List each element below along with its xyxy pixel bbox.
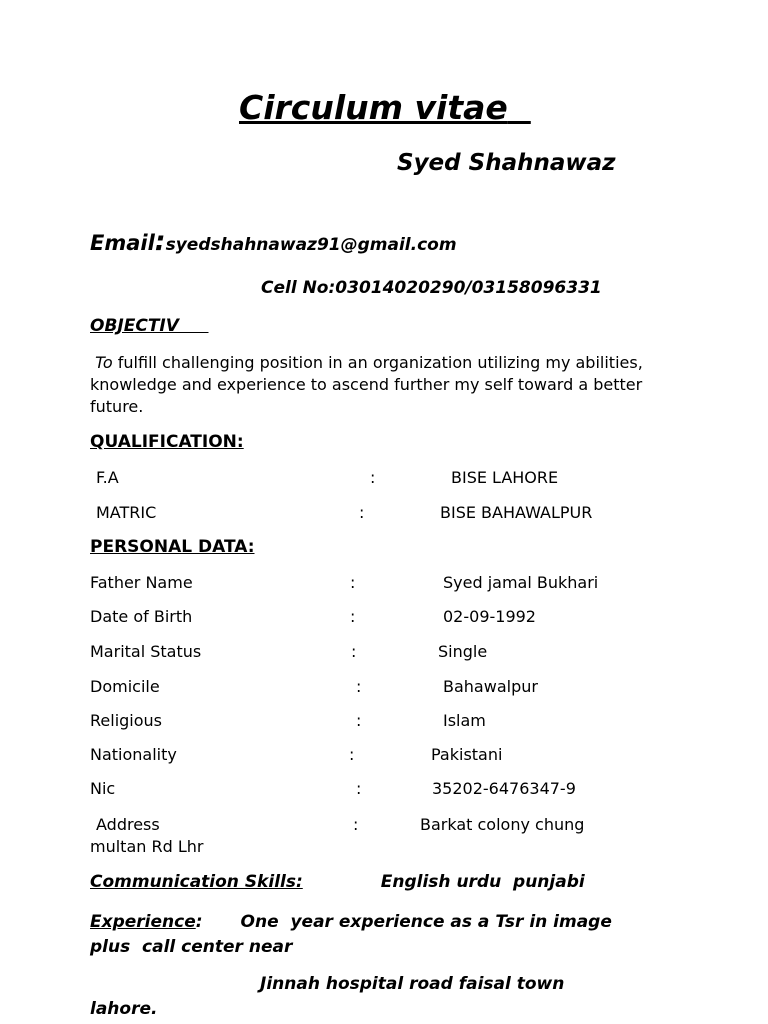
personal-value: Bahawalpur bbox=[443, 677, 538, 696]
personal-value: Single bbox=[438, 642, 488, 661]
personal-colon: : bbox=[356, 677, 362, 696]
communication-value: English urdu punjabi bbox=[380, 872, 585, 892]
experience-label: Experience bbox=[90, 912, 196, 932]
experience-continued bbox=[90, 972, 564, 1022]
email-line bbox=[90, 226, 457, 257]
title-text: Circulum vitae bbox=[239, 88, 508, 127]
personal-label: Father Name bbox=[90, 573, 193, 592]
personal-value: 02-09-1992 bbox=[443, 607, 536, 626]
qualification-heading: QUALIFICATION: bbox=[90, 432, 244, 452]
personal-label: Religious bbox=[90, 711, 162, 730]
personal-colon: : bbox=[356, 779, 362, 798]
experience-block bbox=[90, 910, 612, 960]
communication-skills bbox=[90, 872, 585, 892]
email-value: syedshahnawaz91@gmail.com bbox=[165, 235, 457, 255]
personal-colon: : bbox=[353, 815, 359, 834]
candidate-name: Syed Shahnawaz bbox=[397, 150, 616, 176]
personal-value: Syed jamal Bukhari bbox=[443, 573, 599, 592]
experience-text-line1: One year experience as a Tsr in image bbox=[240, 912, 612, 932]
qualification-colon: : bbox=[370, 468, 376, 487]
personal-colon: : bbox=[356, 711, 362, 730]
personal-colon: : bbox=[350, 607, 356, 626]
qualification-colon: : bbox=[359, 503, 365, 522]
personal-colon: : bbox=[351, 642, 357, 661]
title-underline-trail bbox=[508, 88, 531, 127]
personal-label: Address bbox=[96, 815, 160, 834]
communication-label: Communication Skills: bbox=[90, 872, 303, 892]
personal-colon: : bbox=[349, 745, 355, 764]
qualification-value: BISE LAHORE bbox=[451, 468, 559, 487]
personal-label: Nationality bbox=[90, 745, 177, 764]
personal-data-heading: PERSONAL DATA: bbox=[90, 537, 255, 557]
personal-value: 35202-6476347-9 bbox=[432, 779, 576, 798]
experience-text-line2: plus call center near bbox=[90, 937, 293, 957]
experience-colon: : bbox=[195, 912, 203, 932]
objective-heading: OBJECTIV bbox=[90, 316, 209, 336]
objective-text: fulfill challenging position in an organization utilizing my abilities, knowledge and experience to ascend further my self toward a better future. bbox=[90, 353, 643, 416]
personal-label: Date of Birth bbox=[90, 607, 193, 626]
personal-value: Barkat colony chung bbox=[420, 815, 585, 834]
qualification-value: BISE BAHAWALPUR bbox=[440, 503, 593, 522]
personal-label: Domicile bbox=[90, 677, 160, 696]
qualification-label: F.A bbox=[96, 468, 119, 487]
address-continuation: multan Rd Lhr bbox=[90, 837, 204, 856]
experience-text-line4: lahore. bbox=[90, 999, 158, 1019]
objective-paragraph bbox=[90, 352, 690, 418]
document-title bbox=[239, 88, 531, 127]
personal-label: Marital Status bbox=[90, 642, 202, 661]
personal-value: Pakistani bbox=[431, 745, 503, 764]
personal-label: Nic bbox=[90, 779, 116, 798]
experience-text-line3: Jinnah hospital road faisal town bbox=[260, 974, 565, 994]
personal-colon: : bbox=[350, 573, 356, 592]
email-label: Email bbox=[90, 231, 155, 255]
personal-value: Islam bbox=[443, 711, 486, 730]
objective-lead: To bbox=[95, 353, 113, 372]
cell-number: Cell No:03014020290/03158096331 bbox=[261, 278, 602, 298]
qualification-label: MATRIC bbox=[96, 503, 157, 522]
email-colon: : bbox=[154, 226, 166, 257]
